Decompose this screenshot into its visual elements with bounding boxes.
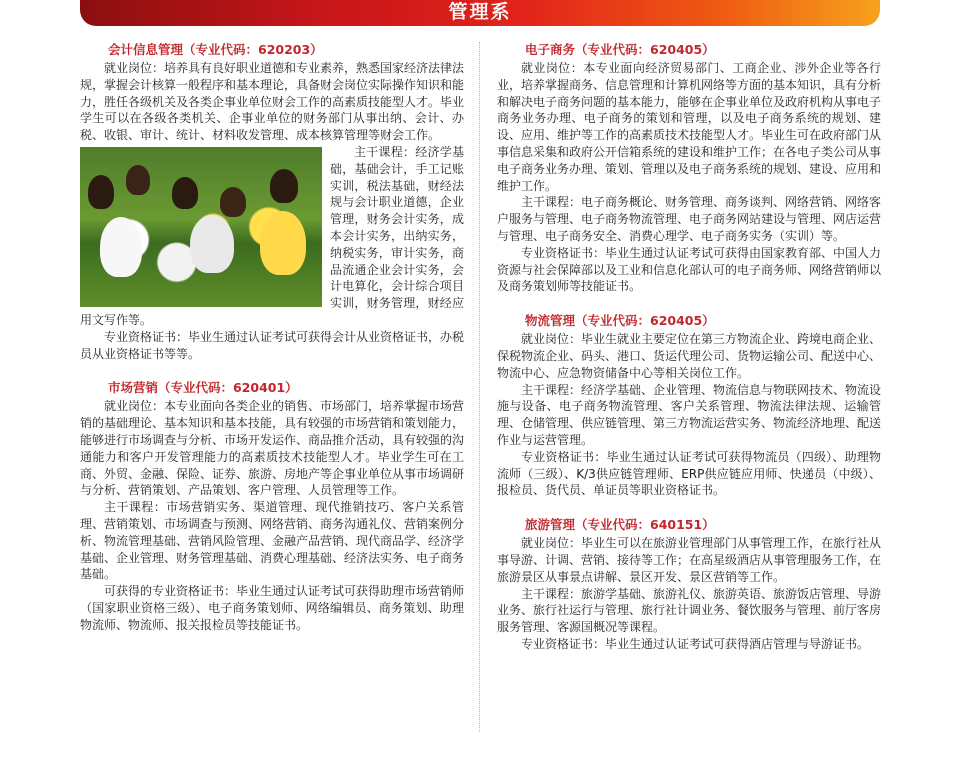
department-banner [80,0,880,26]
accounting-section [80,41,464,362]
ecommerce-cert: 专业资格证书：毕业生通过认证考试可获得由国家教育部、中国人力资源与社会保障部以及工业和信息化部认可的电子商务师、网络营销师以及商务策划师等技能证书。 [497,245,882,294]
marketing-courses: 主干课程：市场营销实务、渠道管理、现代推销技巧、客户关系管理、营销策划、市场调查与预测、网络营销、商务沟通礼仪、营销案例分析、物流管理基础、营销风险管理、金融产品营销、现代商品学、经济学基础、企业管理、财务管理基础、消费心理基础、经济法实务、电子商务基础。 [80,500,465,582]
tourism-jobs: 就业岗位：毕业生可以在旅游业管理部门从事管理工作，在旅行社从事导游、计调、营销、接待等工作；在高星级酒店从事管理服务工作，在旅游景区从事景点讲解、景区开发、景区营销等工作。 [497,536,882,584]
photo-person [88,175,114,209]
marketing-section [80,379,464,633]
department-title: 管理系 [448,1,512,23]
ecommerce-courses: 主干课程：电子商务概论、财务管理、商务谈判、网络营销、网络客户服务与管理、电子商务物流管理、电子商务网站建设与管理、网店运营与管理、电子商务安全、消费心理学、电子商务实务（实训）等。 [497,195,882,243]
left-column [80,41,464,651]
marketing-heading: 市场营销（专业代码：620401） [108,380,298,396]
marketing-jobs: 就业岗位：本专业面向各类企业的销售、市场部门，培养掌握市场营销的基础理论、基本知识和基本技能，具有较强的市场营销和策划能力，能够进行市场调查与分析、市场开发运作、商品推介活动，具有较强的沟通能力和客户开发管理能力的高素质技术技能型人才。毕业学生可在工商、外贸、金融、保险、证券、旅游、房地产等企事业单位从事市场调研与分析、营销策划、产品策划、客户管理、人员管理等工作。 [80,399,465,498]
right-column [497,41,881,670]
logistics-heading: 物流管理（专业代码：620405） [525,313,715,329]
photo-person [100,217,142,277]
logistics-courses: 主干课程：经济学基础、企业管理、物流信息与物联网技术、物流设施与设备、电子商务物流管理、客户关系管理、物流法律法规、运输管理、仓储管理、供应链管理、第三方物流运营实务、物流经济地理、配送作业与运营管理。 [497,382,882,447]
tourism-courses: 主干课程：旅游学基础、旅游礼仪、旅游英语、旅游饭店管理、导游业务、旅行社运行与管理、旅行社计调业务、餐饮服务与管理、前厅客房服务管理、客源国概况等课程。 [497,586,882,635]
photo-person [126,165,150,195]
logistics-cert: 专业资格证书：毕业生通过认证考试可获得物流员（四级）、助理物流师（三级）、K/3供应链管理师、ERP供应链应用师、快递员（中级）、报检员、货代员、单证员等职业资格证书。 [497,449,881,498]
accounting-courses: 主干课程：经济学基础，基础会计，手工记账实训，税法基础，财经法规与会计职业道德，企业管理，财务会计实务，成本会计实务，出纳实务，纳税实务，审计实务，商品流通企业会计实务，会计电算化，会计综合项目实训，财务管理，财经应用文写作等。 [80,144,464,327]
photo-person [270,169,298,203]
tourism-heading: 旅游管理（专业代码：640151） [525,517,715,533]
tourism-section [497,516,881,653]
accounting-jobs: 就业岗位：培养具有良好职业道德和专业素养，熟悉国家经济法律法规，掌握会计核算一般程序和基本理论，具备财会岗位实际操作知识和能力，胜任各级机关及各类企事业单位财会工作的高素质技能型人才。毕业学生可以在各级各类机关、企事业单位的财务部门从事出纳、会计、办税、收银、审计、统计、材料收发管理、成本核算管理等财会工作。 [80,61,465,143]
logistics-section [497,312,881,499]
ecommerce-section [497,41,881,295]
photo-person [220,187,246,217]
ecommerce-heading: 电子商务（专业代码：620405） [525,42,715,57]
logistics-jobs: 就业岗位：毕业生就业主要定位在第三方物流企业、跨境电商企业、保税物流企业、码头、港口、货运代理公司、货物运输公司、配送中心、物流中心、应急物资储备中心等相关岗位工作。 [497,332,882,380]
ecommerce-jobs: 就业岗位：本专业面向经济贸易部门、工商企业、涉外企业等各行业，培养掌握商务、信息管理和计算机网络等方面的基本知识，具有分析和解决电子商务问题的基本能力，能够在企事业单位及政府机构从事电子商务业务办理、电子商务的策划和管理，以及电子商务系统的规划、建设、应用、维护等工作的高素质技术技能型人才。毕业生可在政府部门从事信息采集和政府公开信箱系统的建设和维护工作；在各电子类公司从事电子商务业务办理、策划、管理以及电子商务系统的规划、建设、应用和维护工作。 [497,61,882,193]
column-divider [479,42,481,732]
photo-person [172,177,198,209]
accounting-heading: 会计信息管理（专业代码：620203） [108,42,323,57]
tourism-cert: 专业资格证书：毕业生通过认证考试可获得酒店管理与导游证书。 [521,636,870,651]
students-photo [80,147,322,307]
accounting-cert: 专业资格证书：毕业生通过认证考试可获得会计从业资格证书，办税员从业资格证书等等。 [80,329,465,361]
photo-person [190,215,234,273]
photo-person [260,211,306,275]
marketing-cert: 可获得的专业资格证书：毕业生通过认证考试可获得助理市场营销师（国家职业资格三级）、电子商务策划师、网络编辑员、商务策划、助理物流师、物流师、报关报检员等技能证书。 [80,584,465,632]
